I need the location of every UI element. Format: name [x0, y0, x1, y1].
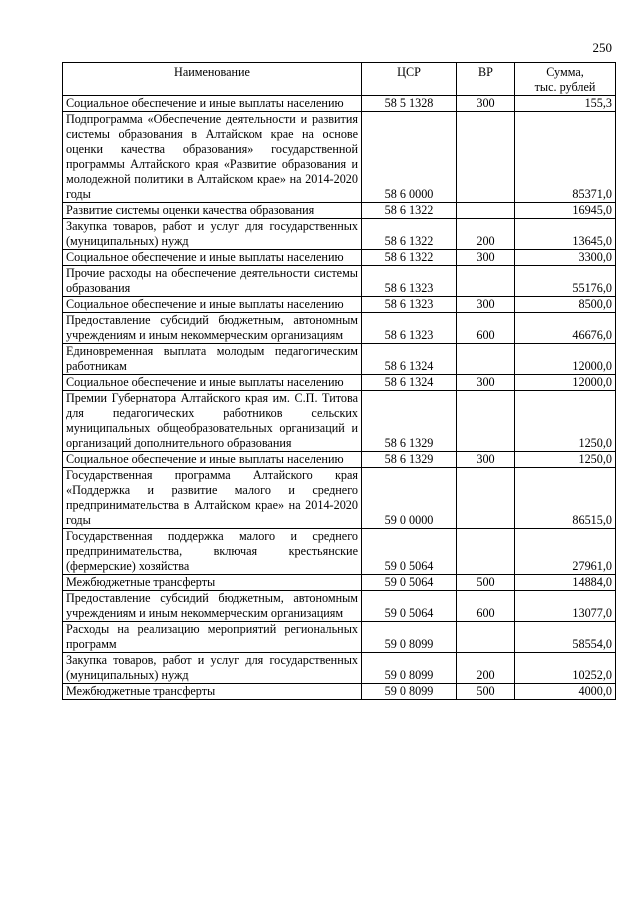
table-row: [63, 452, 616, 468]
row-vr: 200: [457, 653, 515, 684]
row-name: Премии Губернатора Алтайского края им. С.П. Титова для педагогических работников сельских муниципальных общеобразовательных организаций и организаций дополнительного образования: [63, 391, 362, 452]
row-name: Прочие расходы на обеспечение деятельности системы образования: [63, 266, 362, 297]
row-csr: 58 6 1323: [362, 313, 457, 344]
row-csr: 59 0 8099: [362, 684, 457, 700]
table-row: [63, 344, 616, 375]
row-vr: 500: [457, 575, 515, 591]
row-vr: 300: [457, 96, 515, 112]
row-name: Расходы на реализацию мероприятий региональных программ: [63, 622, 362, 653]
row-csr: 59 0 8099: [362, 622, 457, 653]
row-sum: 155,3: [515, 96, 616, 112]
row-sum: 55176,0: [515, 266, 616, 297]
row-vr: [457, 391, 515, 452]
table-row: [63, 250, 616, 266]
page-number: 250: [592, 40, 612, 55]
row-vr: [457, 468, 515, 529]
row-sum: 46676,0: [515, 313, 616, 344]
table-row: [63, 684, 616, 700]
row-vr: 600: [457, 591, 515, 622]
row-name: Социальное обеспечение и иные выплаты населению: [63, 96, 362, 112]
table-row: [63, 591, 616, 622]
budget-table: [62, 62, 616, 700]
table-row: [63, 391, 616, 452]
header-csr: ЦСР: [362, 63, 457, 96]
row-csr: 58 6 1324: [362, 375, 457, 391]
row-vr: [457, 529, 515, 575]
row-csr: 59 0 5064: [362, 529, 457, 575]
row-name: Социальное обеспечение и иные выплаты населению: [63, 297, 362, 313]
table-row: [63, 575, 616, 591]
table-row: [63, 96, 616, 112]
row-name: Межбюджетные трансферты: [63, 684, 362, 700]
row-name: Единовременная выплата молодым педагогическим работникам: [63, 344, 362, 375]
table-row: [63, 112, 616, 203]
row-sum: 1250,0: [515, 391, 616, 452]
row-csr: 58 6 0000: [362, 112, 457, 203]
table-row: [63, 219, 616, 250]
row-csr: 58 6 1322: [362, 250, 457, 266]
row-name: Предоставление субсидий бюджетным, автономным учреждениям и иным некоммерческим организациям: [63, 313, 362, 344]
row-sum: 3300,0: [515, 250, 616, 266]
row-vr: 300: [457, 452, 515, 468]
row-csr: 58 6 1322: [362, 203, 457, 219]
row-vr: 300: [457, 375, 515, 391]
table-row: [63, 266, 616, 297]
row-csr: 59 0 5064: [362, 591, 457, 622]
table-row: [63, 375, 616, 391]
row-sum: 10252,0: [515, 653, 616, 684]
header-sum: [515, 63, 616, 96]
row-vr: 200: [457, 219, 515, 250]
row-name: Государственная программа Алтайского края «Поддержка и развитие малого и среднего предпринимательства в Алтайском крае» на 2014-2020 годы: [63, 468, 362, 529]
row-csr: 58 6 1323: [362, 266, 457, 297]
row-vr: 500: [457, 684, 515, 700]
table-row: [63, 529, 616, 575]
row-vr: 300: [457, 250, 515, 266]
row-vr: [457, 622, 515, 653]
table-row: [63, 203, 616, 219]
row-sum: 86515,0: [515, 468, 616, 529]
header-sum-line2: тыс. рублей: [534, 80, 596, 94]
row-vr: [457, 112, 515, 203]
table-header-row: [63, 63, 616, 96]
header-name: Наименование: [63, 63, 362, 96]
row-csr: 58 6 1323: [362, 297, 457, 313]
header-sum-line1: Сумма,: [546, 65, 584, 79]
row-vr: 600: [457, 313, 515, 344]
row-csr: 59 0 0000: [362, 468, 457, 529]
row-name: Межбюджетные трансферты: [63, 575, 362, 591]
row-vr: [457, 266, 515, 297]
row-vr: [457, 344, 515, 375]
row-name: Предоставление субсидий бюджетным, автономным учреждениям и иным некоммерческим организациям: [63, 591, 362, 622]
table-row: [63, 297, 616, 313]
row-sum: 16945,0: [515, 203, 616, 219]
row-name: Закупка товаров, работ и услуг для государственных (муниципальных) нужд: [63, 219, 362, 250]
row-sum: 58554,0: [515, 622, 616, 653]
row-sum: 13645,0: [515, 219, 616, 250]
table-row: [63, 468, 616, 529]
row-csr: 58 6 1322: [362, 219, 457, 250]
row-vr: 300: [457, 297, 515, 313]
row-sum: 27961,0: [515, 529, 616, 575]
row-name: Развитие системы оценки качества образования: [63, 203, 362, 219]
row-sum: 12000,0: [515, 344, 616, 375]
row-sum: 1250,0: [515, 452, 616, 468]
row-name: Социальное обеспечение и иные выплаты населению: [63, 375, 362, 391]
row-sum: 8500,0: [515, 297, 616, 313]
row-vr: [457, 203, 515, 219]
row-csr: 58 6 1324: [362, 344, 457, 375]
row-sum: 14884,0: [515, 575, 616, 591]
row-sum: 12000,0: [515, 375, 616, 391]
header-vr: ВР: [457, 63, 515, 96]
row-csr: 58 5 1328: [362, 96, 457, 112]
table-row: [63, 653, 616, 684]
table-row: [63, 313, 616, 344]
row-csr: 59 0 8099: [362, 653, 457, 684]
row-sum: 4000,0: [515, 684, 616, 700]
row-name: Подпрограмма «Обеспечение деятельности и развития системы образования в Алтайском крае на основе оценки качества образования» государственной программы Алтайского края «Развитие образования и молодежной политики в Алтайском крае» на 2014-2020 годы: [63, 112, 362, 203]
row-csr: 58 6 1329: [362, 391, 457, 452]
row-csr: 59 0 5064: [362, 575, 457, 591]
row-name: Социальное обеспечение и иные выплаты населению: [63, 452, 362, 468]
row-name: Государственная поддержка малого и среднего предпринимательства, включая крестьянские (фермерские) хозяйства: [63, 529, 362, 575]
row-name: Социальное обеспечение и иные выплаты населению: [63, 250, 362, 266]
row-sum: 85371,0: [515, 112, 616, 203]
table-row: [63, 622, 616, 653]
row-csr: 58 6 1329: [362, 452, 457, 468]
row-name: Закупка товаров, работ и услуг для государственных (муниципальных) нужд: [63, 653, 362, 684]
row-sum: 13077,0: [515, 591, 616, 622]
